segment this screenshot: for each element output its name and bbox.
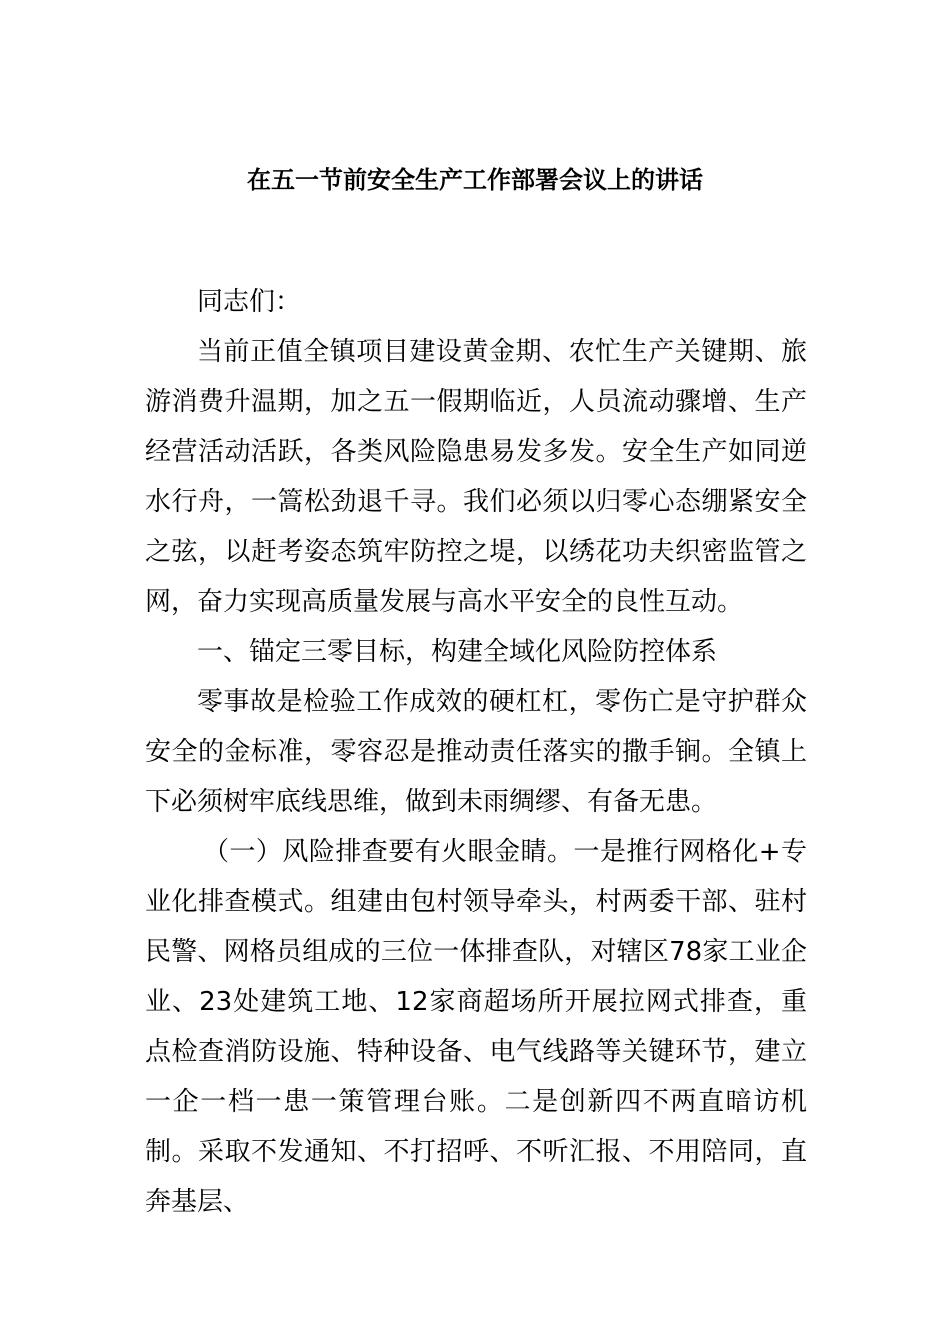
section-paragraph: 零事故是检验工作成效的硬杠杠，零伤亡是守护群众安全的金标准，零容忍是推动责任落实的撒手锏。全镇上下必须树牢底线思维，做到未雨绸缪、有备无患。 xyxy=(145,687,807,817)
subsection-paragraph: （一）风险排查要有火眼金睛。一是推行网格化+专业化排查模式。组建由包村领导牵头，村两委干部、驻村民警、网格员组成的三位一体排查队，对辖区78家工业企业、23处建筑工地、12家商超场所开展拉网式排查，重点检查消防设施、特种设备、电气线路等关键环节，建立一企一档一患一策管理台账。二是创新四不两直暗访机制。采取不发通知、不打招呼、不听汇报、不用陪同，直奔基层、 xyxy=(145,837,807,1217)
greeting: 同志们： xyxy=(197,287,302,317)
intro-paragraph: 当前正值全镇项目建设黄金期、农忙生产关键期、旅游消费升温期，加之五一假期临近，人员流动骤增、生产经营活动活跃，各类风险隐患易发多发。安全生产如同逆水行舟，一篙松劲退千寻。我们必须以归零心态绷紧安全之弦，以赶考姿态筑牢防控之堤，以绣花功夫织密监管之网，奋力实现高质量发展与高水平安全的良性互动。 xyxy=(145,337,807,617)
document-body xyxy=(145,277,807,1227)
document-title: 在五一节前安全生产工作部署会议上的讲话 xyxy=(247,166,703,194)
section-heading: 一、锚定三零目标，构建全域化风险防控体系 xyxy=(197,637,718,667)
